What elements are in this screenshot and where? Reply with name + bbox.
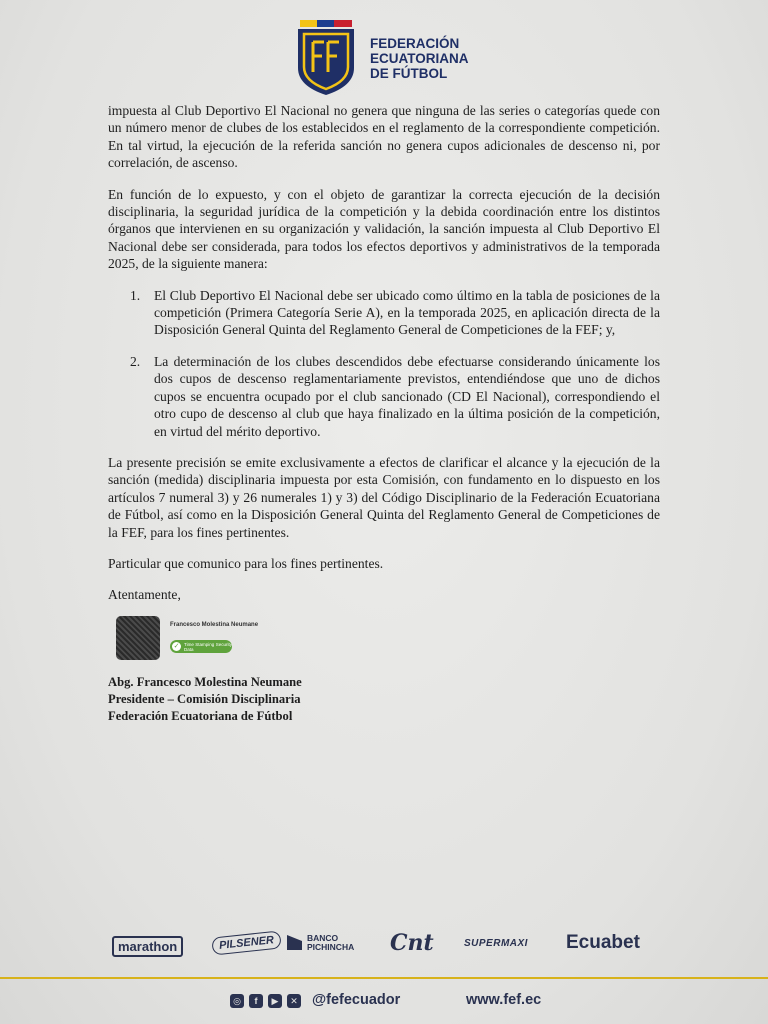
paragraph-1: impuesta al Club Deportivo El Nacional no genera que ninguna de las series o categorías quede con un número menor de clubes de los establecidos en el reglamento de la correspondiente competición. En tal virtud, la ejecución de la referida sanción no genera cupos adicionales de descenso ni, por correlación, de ascenso. — [108, 103, 660, 171]
footer-divider — [0, 977, 768, 979]
x-icon: ✕ — [287, 994, 301, 1008]
paragraph-2: En función de lo expuesto, y con el objeto de garantizar la correcta ejecución de la decisión disciplinaria, la seguridad jurídica de la competición y la debida coordinación entre los distintos órganos que intervienen en su organización y validación, la sanción impuesta al Club Deportivo El Nacional debe ser considerada, para todos los efectos deportivos y administrativos de la temporada 2025, de la siguiente manera: — [108, 186, 660, 272]
sponsor-cnt-logo: Cnt — [390, 930, 434, 956]
timestamp-badge — [170, 640, 232, 653]
sponsor-ecuabet-logo: Ecuabet — [566, 932, 640, 953]
sponsor-marathon-logo: marathon — [112, 936, 183, 957]
banco-pichincha-line-1: BANCO — [307, 933, 339, 943]
list-item-number: 2. — [130, 353, 141, 369]
signer-title: Presidente – Comisión Disciplinaria — [108, 691, 301, 706]
letterhead — [0, 18, 768, 98]
timestamp-badge-text: Time Stamping Security Data — [184, 641, 232, 652]
signer-block — [108, 674, 660, 725]
check-icon: ✓ — [173, 642, 180, 650]
list-item-number: 1. — [130, 287, 141, 303]
signature-qr-code-icon — [116, 616, 160, 660]
org-name-line-1: FEDERACIÓN — [370, 36, 460, 51]
numbered-list — [108, 287, 660, 440]
paragraph-3: La presente precisión se emite exclusivamente a efectos de clarificar el alcance y la ejecución de la sanción (medida) disciplinaria impuesta por esta Comisión, con fundamento en lo dispuesto en los artículos 7 numeral 3) y 26 numerales 1) y 3) del Código Disciplinario de la Federación Ecuatoriana de Fútbol, así como en la Disposición General Quinta del Reglamento General de Competiciones de la FEF, para los fines pertinentes. — [108, 454, 660, 540]
org-name-line-3: DE FÚTBOL — [370, 66, 448, 81]
fef-crest-icon — [296, 20, 356, 96]
list-item-text: La determinación de los clubes descendidos debe efectuarse considerando únicamente los dos cupos de descenso reglamentariamente previstos, entendiéndose que uno de dichos cupos se encuentra ocupado por el club sancionado (CD El Nacional), correspondiendo el otro cupo de descenso al club que haya finalizado en la última posición de la competición, en virtud del mérito deportivo. — [154, 353, 660, 439]
org-name — [370, 36, 469, 81]
banco-pichincha-line-2: PICHINCHA — [307, 942, 355, 952]
sponsor-supermaxi-logo: SUPERMAXI — [464, 938, 528, 949]
list-item — [108, 287, 660, 339]
social-handle: @fefecuador — [312, 992, 401, 1008]
facebook-icon: f — [249, 994, 263, 1008]
sponsor-bar — [0, 928, 768, 962]
letter-body — [108, 102, 660, 725]
digital-signature — [108, 616, 660, 668]
list-item — [108, 353, 660, 440]
signer-name: Abg. Francesco Molestina Neumane — [108, 674, 302, 689]
footer — [0, 992, 768, 1016]
youtube-icon: ▶ — [268, 994, 282, 1008]
paragraph-4: Particular que comunico para los fines pertinentes. — [108, 555, 384, 571]
website: www.fef.ec — [466, 992, 542, 1008]
signature-digital-name: Francesco Molestina Neumane — [170, 621, 259, 628]
signer-organization: Federación Ecuatoriana de Fútbol — [108, 708, 293, 723]
list-item-text: El Club Deportivo El Nacional debe ser ubicado como último en la tabla de posiciones de la competición (Primera Categoría Serie A), en la temporada 2025, en aplicación directa de la Disposición General Quinta del Reglamento General de Competiciones de la FEF; y, — [154, 287, 660, 338]
sponsor-pilsener-logo: PILSENER — [211, 930, 282, 955]
org-name-line-2: ECUATORIANA — [370, 51, 469, 66]
instagram-icon: ◎ — [230, 994, 244, 1008]
sponsor-banco-pichincha-logo — [287, 934, 354, 952]
closing: Atentamente, — [108, 587, 181, 603]
